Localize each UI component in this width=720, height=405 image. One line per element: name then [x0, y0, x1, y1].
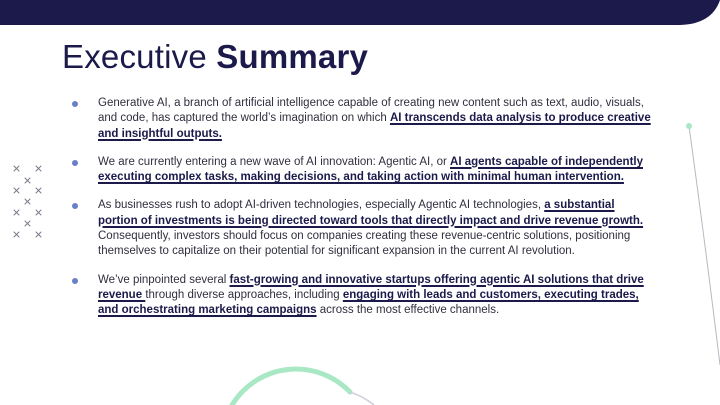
bullet-text — [98, 156, 643, 183]
text-segment: Consequently, investors should focus on companies creating these revenue-centric solutions, positioning themselves to capitalize on their potential for significant expansion in the current AI revolution. — [98, 230, 631, 258]
summary-bullet-list — [72, 96, 652, 332]
bullet-text — [98, 274, 644, 317]
title-plain: Executive — [62, 38, 207, 75]
top-banner — [0, 0, 720, 30]
bullet-dot-icon — [72, 160, 78, 166]
bullet-item — [72, 96, 652, 142]
text-segment: We are currently entering a new wave of AI innovation: Agentic AI, or — [98, 155, 451, 168]
emphasis-segment: fast-growing and innovative startups offering agentic AI solutions that drive revenue — [98, 273, 644, 301]
bullet-text — [98, 97, 651, 140]
text-segment: Generative AI, a branch of artificial intelligence capable of creating new content such as text, audio, visuals, and code, has captured the world’s imagination on which — [98, 97, 644, 125]
bullet-item — [72, 155, 652, 186]
bullet-item — [72, 273, 652, 319]
emphasis-segment: a substantial portion of investments is being directed toward tools that directly impact and drive revenue growth. — [98, 199, 644, 227]
text-segment: We’ve pinpointed several — [98, 273, 230, 286]
text-segment: across the most effective channels. — [316, 304, 500, 317]
page-title — [62, 38, 368, 76]
bullet-item — [72, 198, 652, 259]
text-segment: As businesses rush to adopt AI-driven technologies, especially Agentic AI technologies, — [98, 199, 545, 212]
bullet-text — [98, 199, 643, 257]
x-mark-pattern-icon — [10, 164, 50, 242]
title-bold: Summary — [216, 38, 369, 75]
bullet-dot-icon — [72, 203, 78, 209]
emphasis-segment: AI transcends data analysis to produce creative and insightful outputs. — [98, 112, 651, 140]
emphasis-segment: engaging with leads and customers, executing trades, and orchestrating marketing campaigns — [98, 288, 639, 317]
bullet-dot-icon — [72, 278, 78, 284]
emphasis-segment: AI agents capable of independently executing complex tasks, making decisions, and taking action with minimal human intervention. — [98, 155, 643, 184]
bullet-dot-icon — [72, 101, 78, 107]
text-segment: through diverse approaches, including — [145, 288, 343, 301]
